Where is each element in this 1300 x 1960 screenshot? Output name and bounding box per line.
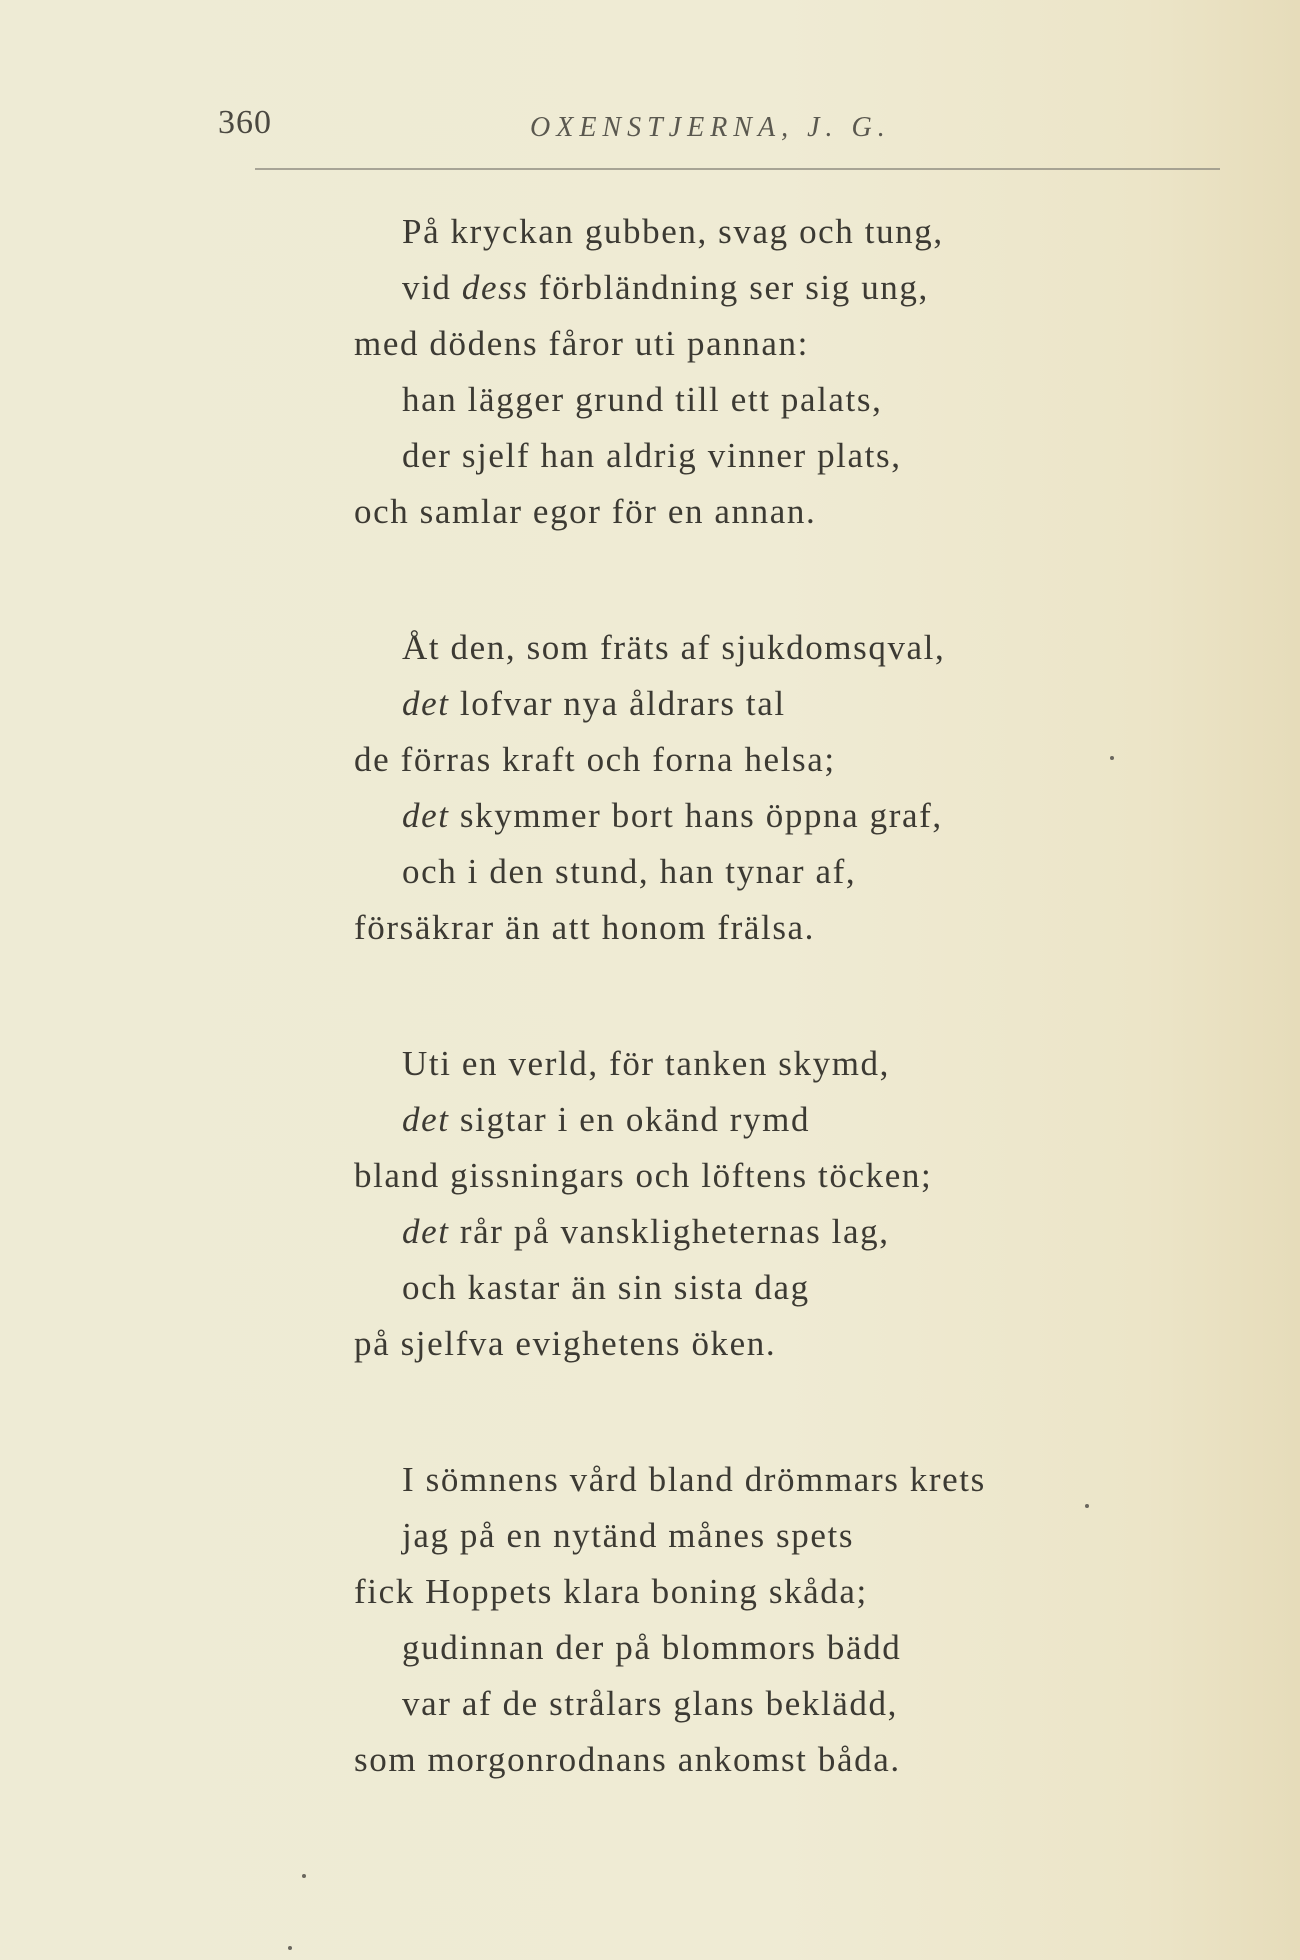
paper-speck (302, 1874, 306, 1878)
paper-speck (288, 1946, 292, 1950)
emphasized-word: det (402, 1212, 450, 1251)
poem-line (354, 260, 1234, 316)
running-head: OXENSTJERNA, J. G. (530, 112, 891, 143)
poem-line: fick Hoppets klara boning skåda; (354, 1572, 868, 1611)
poem-line (354, 788, 1234, 844)
poem-line: På kryckan gubben, svag och tung, (402, 212, 944, 251)
poem-line: på sjelfva evighetens öken. (354, 1324, 777, 1363)
poem-line: med dödens fåror uti pannan: (354, 324, 809, 363)
emphasized-word: det (402, 1100, 450, 1139)
poem-line: han lägger grund till ett palats, (402, 380, 883, 419)
page-header (218, 104, 978, 154)
poem-line: och kastar än sin sista dag (402, 1268, 810, 1307)
paper-speck (1110, 756, 1114, 760)
poem-line (354, 1204, 1234, 1260)
poem-line: och samlar egor för en annan. (354, 492, 817, 531)
header-rule (255, 168, 1220, 170)
page-number: 360 (218, 104, 272, 141)
line-text: skymmer bort hans öppna graf, (449, 796, 943, 835)
poem-line: I sömnens vård bland drömmars krets (402, 1460, 986, 1499)
stanza-1 (354, 204, 1234, 540)
poem-line: Åt den, som fräts af sjukdomsqval, (402, 628, 946, 667)
poem-line (354, 676, 1234, 732)
paper-speck (1085, 1504, 1089, 1508)
emphasized-word: dess (461, 268, 529, 307)
poem-line: bland gissningars och löftens töcken; (354, 1156, 933, 1195)
stanza-3 (354, 1036, 1234, 1372)
line-text: vid (402, 268, 462, 307)
poem-line: gudinnan der på blommors bädd (402, 1628, 902, 1667)
poem-body (354, 204, 1234, 1868)
poem-line: som morgonrodnans ankomst båda. (354, 1740, 901, 1779)
poem-line: Uti en verld, för tanken skymd, (402, 1044, 890, 1083)
poem-line: jag på en nytänd månes spets (402, 1516, 855, 1555)
poem-line (354, 1092, 1234, 1148)
poem-line: var af de strålars glans beklädd, (402, 1684, 898, 1723)
line-text: sigtar i en okänd rymd (449, 1100, 811, 1139)
stanza-4 (354, 1452, 1234, 1788)
poem-line: försäkrar än att honom frälsa. (354, 908, 816, 947)
emphasized-word: det (402, 796, 450, 835)
poem-line: der sjelf han aldrig vinner plats, (402, 436, 902, 475)
line-text: rår på vanskligheternas lag, (449, 1212, 890, 1251)
poem-line: och i den stund, han tynar af, (402, 852, 857, 891)
line-text: förbländning ser sig ung, (528, 268, 929, 307)
poem-line: de förras kraft och forna helsa; (354, 740, 836, 779)
stanza-2 (354, 620, 1234, 956)
emphasized-word: det (402, 684, 450, 723)
line-text: lofvar nya åldrars tal (449, 684, 786, 723)
